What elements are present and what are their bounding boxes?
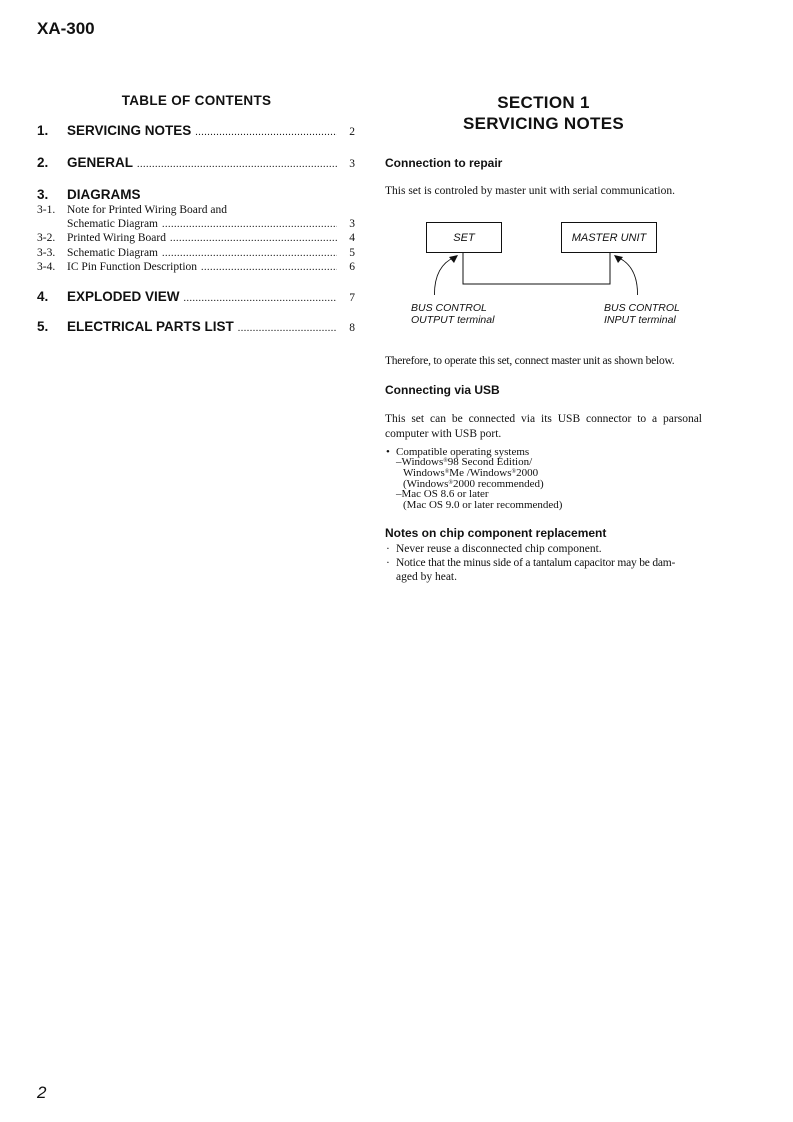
toc-entry-number: 3-3. <box>37 247 56 259</box>
os-item-windows-98: –Windows®98 Second Edition/ <box>396 456 533 468</box>
toc-entry-number: 4. <box>37 289 49 304</box>
connection-text: This set is controled by master unit with serial communication. <box>385 185 675 197</box>
set-box <box>426 222 502 253</box>
toc-entry-3-3[interactable] <box>37 247 355 259</box>
master-unit-box <box>561 222 657 253</box>
chip-note-1: Never reuse a disconnected chip component. <box>396 543 602 555</box>
chip-notes-heading: Notes on chip component replacement <box>385 526 607 540</box>
set-label: SET <box>453 231 475 244</box>
toc-leader-dots <box>201 262 337 273</box>
toc-entry-3-2[interactable] <box>37 232 355 244</box>
chip-note-bullet-1: · <box>386 543 390 555</box>
toc-entry-page: 7 <box>349 292 355 304</box>
input-label-line1: BUS CONTROL <box>604 302 680 314</box>
toc-entry-label: EXPLODED VIEW <box>67 289 180 304</box>
toc-entry-number: 3. <box>37 187 49 202</box>
toc-leader-dots <box>170 233 337 244</box>
toc-entry-page: 8 <box>349 322 355 334</box>
toc-entry-number: 5. <box>37 319 49 334</box>
input-pointer-arrow <box>617 257 638 295</box>
toc-entry-label: DIAGRAMS <box>67 187 141 202</box>
toc-entry-number: 2. <box>37 155 49 170</box>
toc-leader-dots <box>195 127 337 138</box>
output-label-line2: OUTPUT terminal <box>411 314 495 326</box>
toc-entry-page: 4 <box>349 232 355 244</box>
toc-entry-exploded-view[interactable] <box>37 289 355 304</box>
toc-leader-dots <box>238 323 337 334</box>
toc-entry-3-1[interactable] <box>37 204 355 216</box>
chip-note-2: Notice that the minus side of a tantalum capacitor may be dam- <box>396 557 676 569</box>
os-item-mac-os-90-recommended: (Mac OS 9.0 or later recommended) <box>403 499 563 511</box>
output-terminal-label <box>411 302 494 326</box>
usb-text: This set can be connected via its USB connector to a parsonal computer with USB port. <box>385 413 702 440</box>
input-terminal-label <box>604 302 680 326</box>
toc-title: TABLE OF CONTENTS <box>121 93 272 108</box>
toc-entry-servicing-notes[interactable] <box>37 123 355 138</box>
os-list-bullet: • <box>386 446 390 458</box>
master-unit-label: MASTER UNIT <box>571 231 647 244</box>
toc-entry-page: 6 <box>349 261 355 273</box>
chip-note-bullet-2: · <box>386 557 390 569</box>
therefore-text: Therefore, to operate this set, connect master unit as shown below. <box>385 355 675 367</box>
page-number: 2 <box>37 1083 47 1102</box>
toc-entry-page: 3 <box>349 218 355 230</box>
os-item-windows-2000-recommended: (Windows®2000 recommended) <box>403 478 544 490</box>
section-number: SECTION 1 <box>497 93 590 112</box>
toc-entry-label: Note for Printed Wiring Board and <box>67 204 227 216</box>
toc-entry-number: 3-4. <box>37 261 56 273</box>
os-item-windows-me-2000: Windows®Me /Windows®2000 <box>403 467 539 479</box>
toc-leader-dots <box>162 219 337 230</box>
toc-entry-electrical-parts-list[interactable] <box>37 319 355 334</box>
toc-entry-label: Schematic Diagram <box>67 218 159 230</box>
toc-entry-page: 3 <box>349 158 355 170</box>
toc-entry-number: 3-1. <box>37 204 56 216</box>
toc-entry-general[interactable] <box>37 155 355 170</box>
toc-entry-number: 3-2. <box>37 232 56 244</box>
toc-entry-page: 5 <box>349 247 355 259</box>
toc-entry-label: Schematic Diagram <box>67 247 159 259</box>
output-pointer-arrow <box>434 257 455 295</box>
output-label-line1: BUS CONTROL <box>411 302 487 314</box>
section-heading <box>385 92 702 134</box>
toc-entry-label: SERVICING NOTES <box>67 123 192 138</box>
toc-entry-label: IC Pin Function Description <box>67 261 198 273</box>
os-list-intro: Compatible operating systems <box>396 446 530 458</box>
chip-note-2-cont: aged by heat. <box>396 571 457 583</box>
toc-entry-label: Printed Wiring Board <box>67 232 166 244</box>
toc-entry-3-4[interactable] <box>37 261 355 273</box>
toc-leader-dots <box>137 159 337 170</box>
toc-entry-label: ELECTRICAL PARTS LIST <box>67 319 234 334</box>
toc-entry-page: 2 <box>349 126 355 138</box>
model-number: XA-300 <box>37 19 95 38</box>
toc-leader-dots <box>162 248 337 259</box>
section-title: SERVICING NOTES <box>463 114 624 133</box>
toc-entry-3-1-cont[interactable] <box>37 218 355 230</box>
connection-heading: Connection to repair <box>385 156 503 170</box>
usb-heading: Connecting via USB <box>385 383 500 397</box>
os-item-mac-os-86: –Mac OS 8.6 or later <box>396 488 489 500</box>
bus-cable-line <box>463 252 610 284</box>
input-label-line2: INPUT terminal <box>604 314 676 326</box>
toc-entry-label: GENERAL <box>67 155 134 170</box>
toc-entry-diagrams[interactable] <box>37 187 355 202</box>
toc-leader-dots <box>184 293 337 304</box>
toc-entry-number: 1. <box>37 123 49 138</box>
